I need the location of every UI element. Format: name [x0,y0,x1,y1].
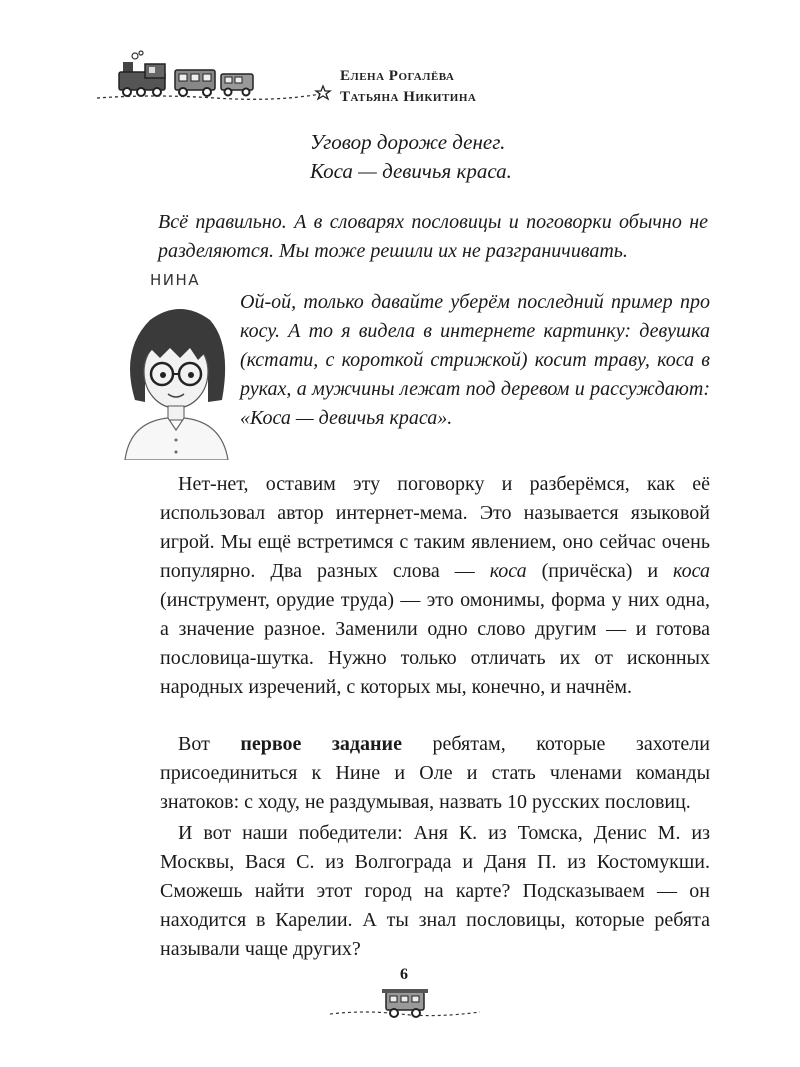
para2-text-1: Вот [178,733,241,755]
proverb-2: Коса — девичья краса. [310,159,512,183]
author-note: Всё правильно. А в словарях пословицы и поговорки обычно не разделяются. Мы тоже решили их не разграничивать. [158,211,708,262]
para1-italic-word-1: коса [489,560,527,582]
para1-text-3: (инструмент, орудие труда) — это омонимы, форма у них одна, а значение разное. Заменили одно слово другим — и готова пословица-шутка. Нужно только отличать их от исконных народных изречений, с которых мы, конечно, и начнём. [160,589,710,698]
author-1: Елена Рогалёва [340,68,455,84]
para2-bold-phrase: первое задание [240,733,402,755]
train-illustration [95,48,345,104]
character-name-label: НИНА [150,271,201,289]
para2-text-2: ребятам, которые захотели присоединиться к Нине и Оле и стать членами команды знатоков: с ходу, не раздумывая, назвать 10 русских пословиц. [160,733,710,813]
body-paragraph-2 [160,730,710,817]
footer-wagon-illustration [330,982,480,1022]
author-2: Татьяна Никитина [340,89,477,105]
body-paragraph-3 [160,819,710,964]
author-names [340,66,476,108]
body-paragraph-1 [160,470,710,702]
proverb-1: Уговор дороже денег. [310,130,506,154]
para1-text-1: Нет-нет, оставим эту поговорку и разберёмся, как её использовал автор интернет-мема. Это называется языковой игрой. Мы ещё встретимся с таким явлением, оно сейчас очень популярно. Два разных слова — [160,473,710,582]
nina-speech-text: Ой-ой, только давайте уберём последний пример про косу. А то я видела в интернете картинку: девушка (кстати, с короткой стрижкой) косит траву, коса в руках, а мужчины лежат под деревом и рассуждают: «Коса — девичья краса». [240,291,710,429]
proverb-block [310,128,512,186]
page-number: 6 [400,966,408,983]
girl-character-illustration [110,290,240,460]
para1-italic-word-2: коса [673,560,710,582]
para1-text-2: (причёска) и [526,560,674,582]
para3-text: И вот наши победители: Аня К. из Томска, Денис М. из Москвы, Вася С. из Волгограда и Даня П. из Костомукши. Сможешь найти этот город на карте? Подсказываем — он находится в Карелии. А ты знал пословицы, которые ребята называли чаще других? [160,822,710,960]
